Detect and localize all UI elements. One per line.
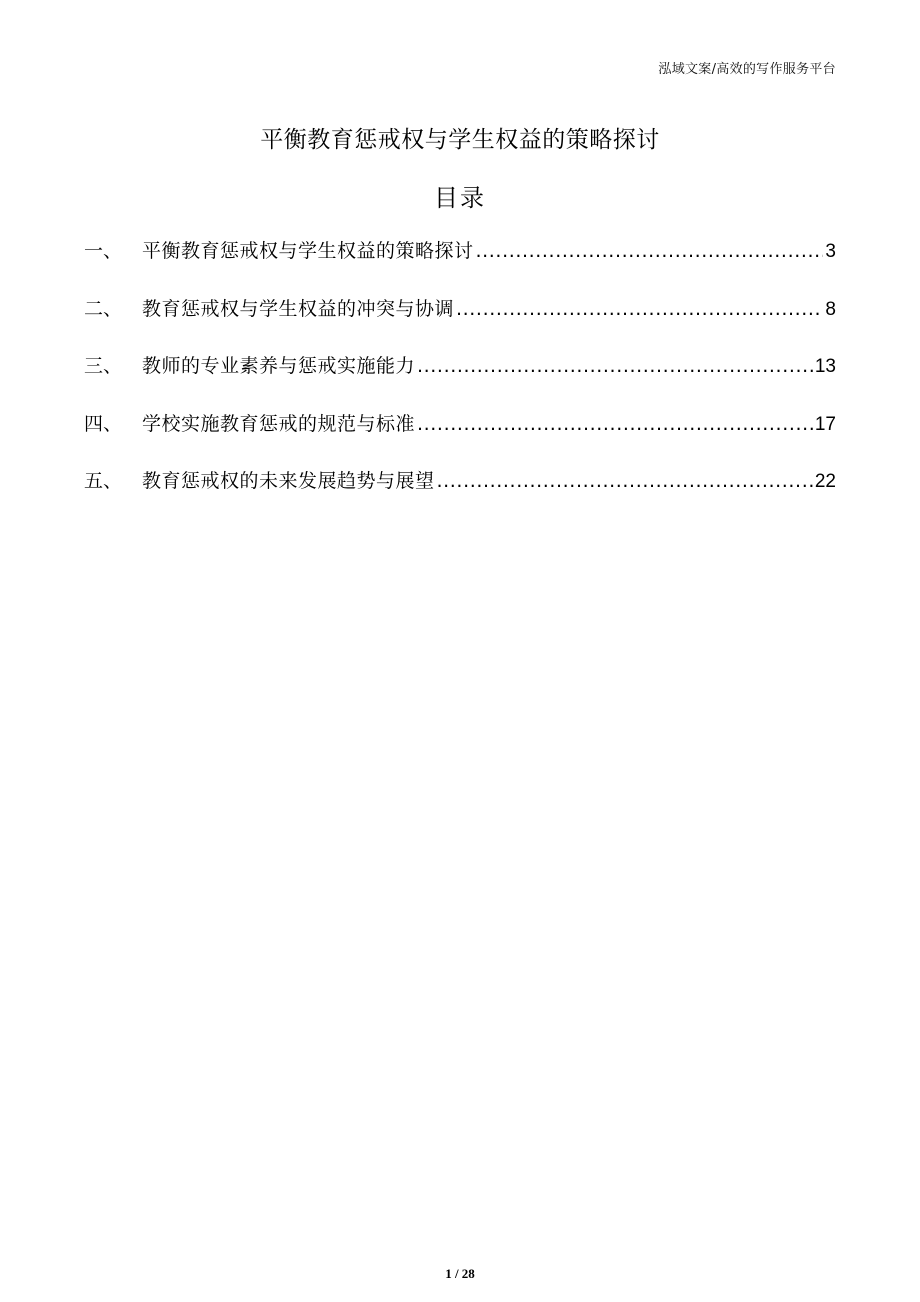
toc-entry-page: 8: [825, 298, 836, 320]
toc-entry-number: 五、: [84, 470, 123, 492]
toc-entry-3[interactable]: [84, 351, 836, 409]
table-of-contents: [84, 236, 836, 524]
toc-dot-leader: [437, 470, 813, 492]
toc-entry-page: 3: [825, 241, 836, 262]
toc-entry-title: 平衡教育惩戒权与学生权益的策略探讨: [142, 240, 474, 262]
toc-entry-2[interactable]: [84, 294, 836, 352]
toc-entry-number: 一、: [84, 240, 123, 262]
toc-entry-4[interactable]: [84, 409, 836, 467]
toc-entry-title: 学校实施教育惩戒的规范与标准: [142, 412, 416, 435]
toc-entry-title: 教育惩戒权的未来发展趋势与展望: [142, 470, 435, 492]
toc-dot-leader: [476, 240, 824, 262]
toc-entry-number: 二、: [84, 297, 123, 320]
toc-dot-leader: [456, 298, 823, 320]
toc-entry-page: 13: [814, 356, 836, 377]
toc-entry-5[interactable]: [84, 466, 836, 524]
toc-entry-number: 四、: [84, 412, 123, 435]
toc-entry-title: 教师的专业素养与惩戒实施能力: [142, 355, 416, 377]
toc-entry-1[interactable]: [84, 236, 836, 294]
toc-heading: 目录: [434, 184, 486, 212]
toc-entry-page: 17: [814, 413, 836, 435]
toc-dot-leader: [417, 355, 813, 377]
toc-entry-page: 22: [814, 471, 836, 492]
toc-entry-title: 教育惩戒权与学生权益的冲突与协调: [142, 297, 455, 320]
header-note: 泓域文案/高效的写作服务平台: [658, 62, 836, 77]
page-indicator: 1 / 28: [445, 1266, 475, 1281]
toc-dot-leader: [417, 413, 813, 435]
toc-entry-number: 三、: [84, 355, 123, 377]
document-title: 平衡教育惩戒权与学生权益的策略探讨: [260, 127, 660, 153]
